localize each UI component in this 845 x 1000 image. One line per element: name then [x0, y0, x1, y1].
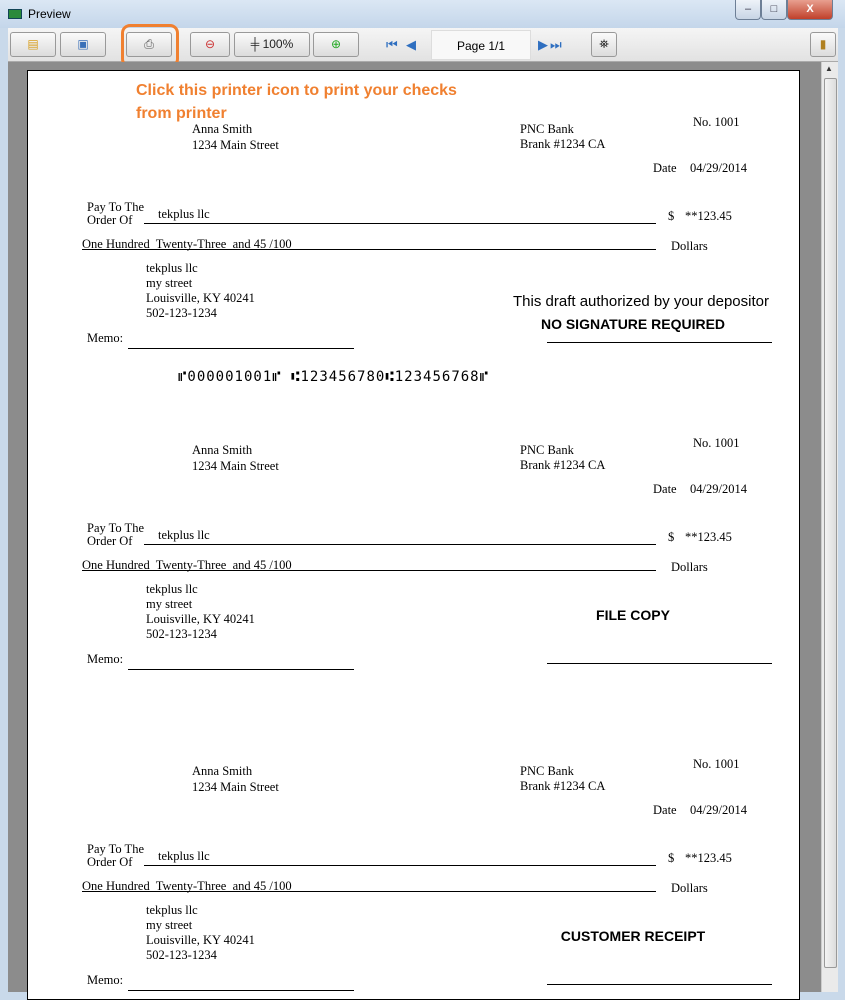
print-icon: ⎙ — [144, 37, 154, 51]
pay-to-label: Pay To The — [87, 200, 144, 214]
check-number: No. 1001 — [693, 115, 740, 129]
first-page-icon[interactable]: ⏮ — [386, 37, 398, 52]
zoom-in-icon: ⊕ — [330, 37, 342, 51]
order-of-label: Order Of — [87, 855, 133, 869]
bank-branch: Brank #1234 CA — [520, 779, 606, 793]
memo-label: Memo: — [87, 331, 124, 345]
payer-address: 1234 Main Street — [192, 459, 279, 473]
payee-address-line: Louisville, KY 40241 — [146, 291, 255, 305]
payee-address-line: tekplus llc — [146, 582, 198, 596]
amount: **123.45 — [685, 209, 732, 223]
bank-branch: Brank #1234 CA — [520, 458, 606, 472]
check-page — [27, 70, 800, 1000]
payee-address-line: Louisville, KY 40241 — [146, 933, 255, 947]
memo-line — [128, 990, 354, 991]
check-date: 04/29/2014 — [690, 482, 747, 496]
app-icon — [8, 9, 22, 19]
payer-name: Anna Smith — [192, 443, 253, 457]
pay-to-label: Pay To The — [87, 842, 144, 856]
date-label: Date — [653, 803, 677, 817]
open-icon: ▤ — [27, 37, 39, 51]
micr-line: ⑈000001001⑈ ⑆123456780⑆123456768⑈ — [178, 369, 490, 385]
pay-to-label: Pay To The — [87, 521, 144, 535]
amount-words-line — [82, 249, 656, 250]
next-page-icon[interactable]: ▶ — [538, 37, 548, 52]
currency-symbol: $ — [668, 209, 675, 223]
signature-line — [547, 663, 772, 664]
page-indicator: Page 1/1 — [431, 30, 531, 60]
payee-line — [144, 544, 656, 545]
payee-address-line: my street — [146, 276, 193, 290]
payee-address-line: Louisville, KY 40241 — [146, 612, 255, 626]
amount: **123.45 — [685, 851, 732, 865]
payee: tekplus llc — [158, 849, 210, 863]
minimize-button[interactable]: – — [735, 0, 761, 20]
zoom-out-button[interactable] — [190, 32, 230, 57]
amount-words-line — [82, 570, 656, 571]
signature-line — [547, 984, 772, 985]
prev-page-icon[interactable]: ◀ — [406, 37, 416, 52]
dollars-label: Dollars — [671, 881, 708, 895]
payee-address-line: 502-123-1234 — [146, 627, 217, 641]
payee-address-line: tekplus llc — [146, 261, 198, 275]
vertical-scrollbar[interactable] — [821, 62, 838, 992]
open-button[interactable] — [10, 32, 56, 57]
find-icon: ⛯ — [599, 37, 609, 51]
authorization-note: This draft authorized by your depositor — [513, 293, 769, 310]
last-page-icon[interactable]: ⏭ — [550, 37, 562, 52]
memo-line — [128, 669, 354, 670]
amount-words: One Hundred Twenty-Three and 45 /100 — [82, 558, 292, 572]
amount: **123.45 — [685, 530, 732, 544]
payer-name: Anna Smith — [192, 122, 253, 136]
order-of-label: Order Of — [87, 534, 133, 548]
dollars-label: Dollars — [671, 239, 708, 253]
check-date: 04/29/2014 — [690, 803, 747, 817]
zoom-in-button[interactable] — [313, 32, 359, 57]
payer-address: 1234 Main Street — [192, 138, 279, 152]
exit-icon: ▮ — [819, 37, 827, 51]
preview-area — [8, 62, 821, 992]
payer-address: 1234 Main Street — [192, 780, 279, 794]
payee-address-line: 502-123-1234 — [146, 948, 217, 962]
date-label: Date — [653, 482, 677, 496]
exit-button[interactable] — [810, 32, 836, 57]
currency-symbol: $ — [668, 530, 675, 544]
memo-label: Memo: — [87, 973, 124, 987]
amount-words: One Hundred Twenty-Three and 45 /100 — [82, 237, 292, 251]
payee-address-line: my street — [146, 597, 193, 611]
bank-branch: Brank #1234 CA — [520, 137, 606, 151]
zoom-level-icon: ╪ — [250, 37, 263, 51]
check-number: No. 1001 — [693, 757, 740, 771]
memo-label: Memo: — [87, 652, 124, 666]
payee: tekplus llc — [158, 207, 210, 221]
bank-name: PNC Bank — [520, 443, 574, 457]
zoom-level: 100% — [262, 37, 294, 51]
check-note: NO SIGNATURE REQUIRED — [540, 316, 726, 332]
order-of-label: Order Of — [87, 213, 133, 227]
maximize-button[interactable]: □ — [761, 0, 787, 20]
memo-line — [128, 348, 354, 349]
check-date: 04/29/2014 — [690, 161, 747, 175]
save-icon: ▣ — [77, 37, 89, 51]
check — [28, 713, 800, 1000]
currency-symbol: $ — [668, 851, 675, 865]
payee-address-line: 502-123-1234 — [146, 306, 217, 320]
scroll-up-icon[interactable]: ▲ — [825, 64, 833, 73]
payer-name: Anna Smith — [192, 764, 253, 778]
zoom-level-button[interactable] — [234, 32, 310, 57]
date-label: Date — [653, 161, 677, 175]
find-button[interactable] — [591, 32, 617, 57]
signature-line — [547, 342, 772, 343]
payee: tekplus llc — [158, 528, 210, 542]
check-note: FILE COPY — [596, 607, 670, 623]
check-note: CUSTOMER RECEIPT — [560, 928, 706, 944]
close-button[interactable]: X — [787, 0, 833, 20]
payee-address-line: my street — [146, 918, 193, 932]
check — [28, 392, 800, 713]
check — [28, 71, 800, 392]
window-title: Preview — [28, 7, 71, 21]
bank-name: PNC Bank — [520, 764, 574, 778]
payee-address-line: tekplus llc — [146, 903, 198, 917]
payee-line — [144, 865, 656, 866]
dollars-label: Dollars — [671, 560, 708, 574]
bank-name: PNC Bank — [520, 122, 574, 136]
zoom-out-icon: ⊖ — [204, 37, 216, 51]
scroll-thumb[interactable] — [824, 78, 837, 968]
save-button[interactable] — [60, 32, 106, 57]
annotation-text: Click this printer icon to print your checks from printer — [136, 82, 457, 122]
amount-words: One Hundred Twenty-Three and 45 /100 — [82, 879, 292, 893]
payee-line — [144, 223, 656, 224]
check-number: No. 1001 — [693, 436, 740, 450]
amount-words-line — [82, 891, 656, 892]
